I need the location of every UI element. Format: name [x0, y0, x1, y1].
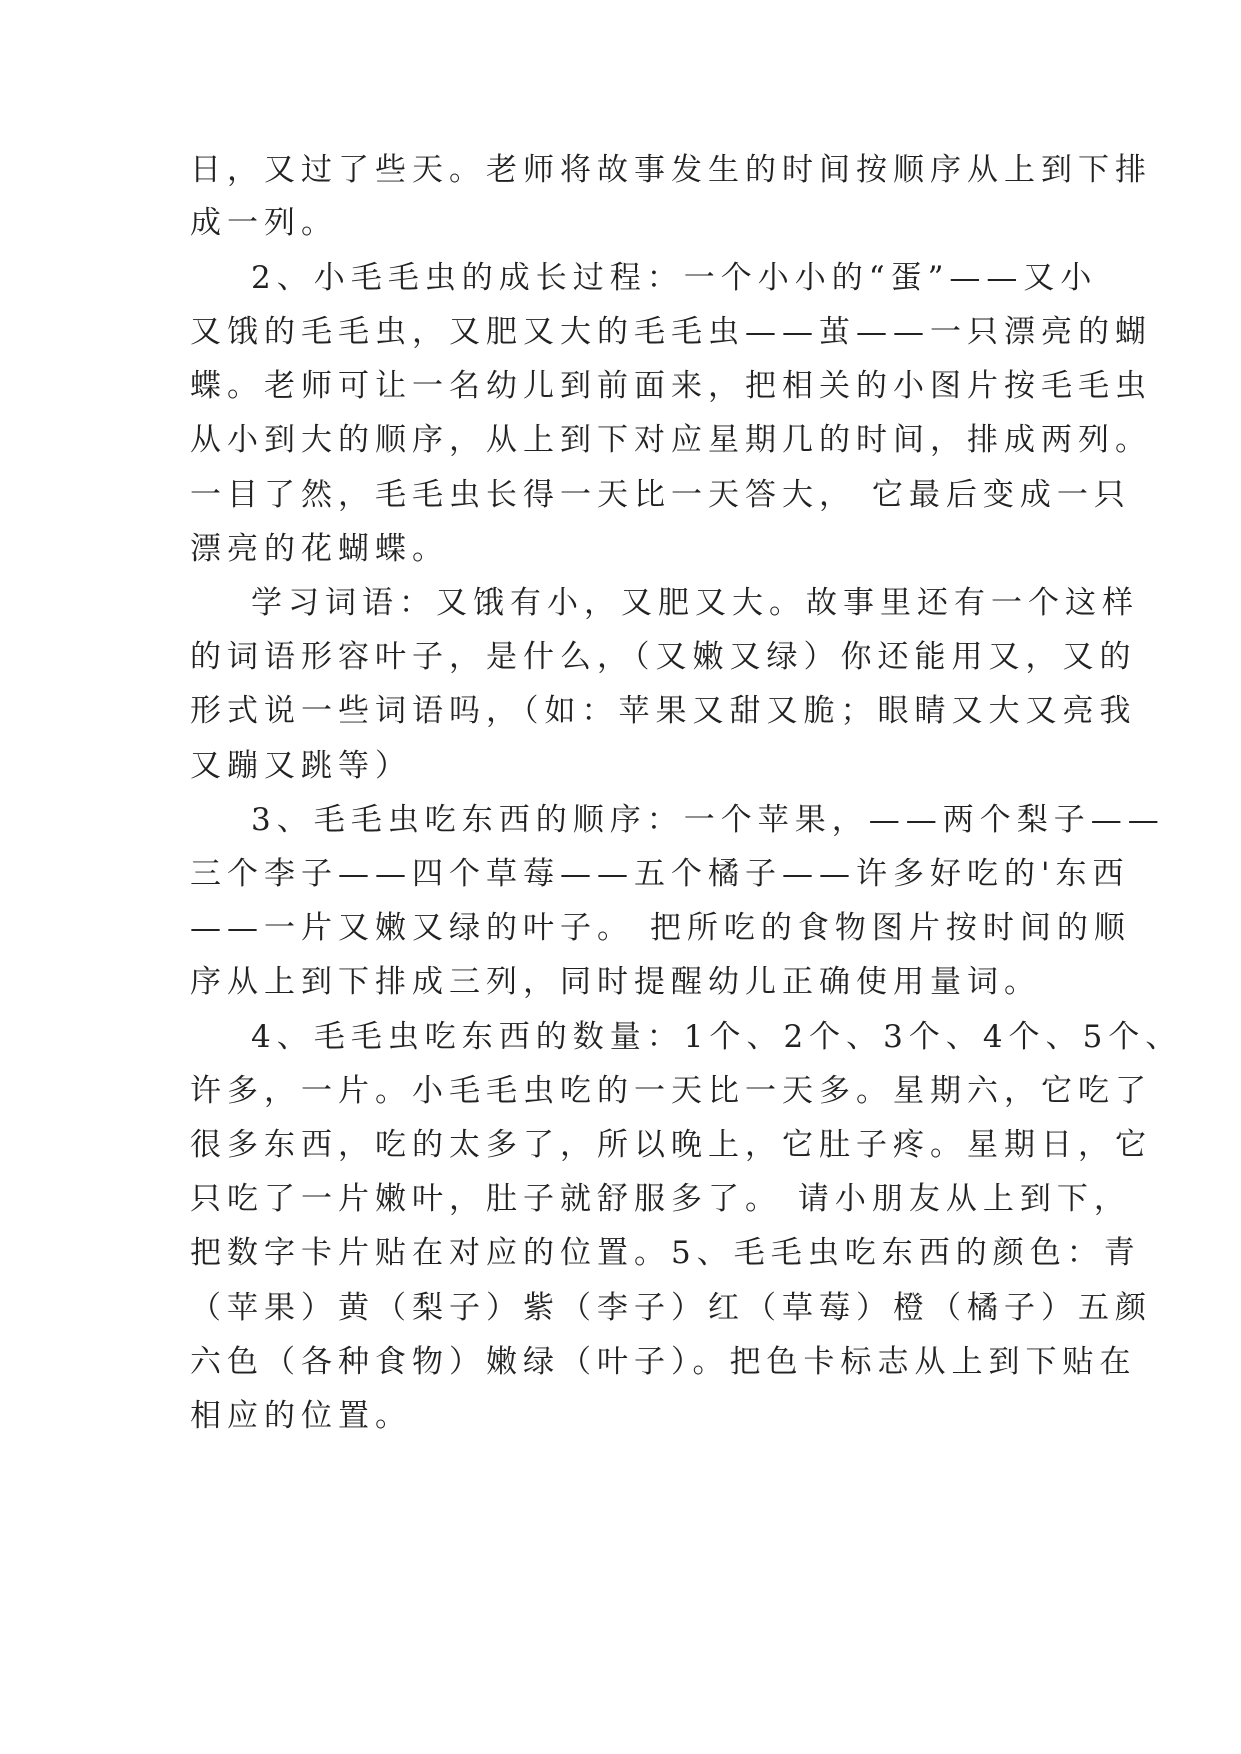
text-line: 序从上到下排成三列，同时提醒幼儿正确使用量词。 — [190, 964, 1041, 1000]
text-line: 把数字卡片贴在对应的位置。5、毛毛虫吃东西的颜色：青 — [190, 1235, 1141, 1271]
text-line: 又蹦又跳等） — [190, 748, 412, 784]
text-line: 又饿的毛毛虫，又肥又大的毛毛虫——茧——一只漂亮的蝴 — [190, 314, 1152, 350]
text-line: 许多，一片。小毛毛虫吃的一天比一天多。星期六，它吃了 — [190, 1073, 1152, 1109]
text-line: 六色（各种食物）嫩绿（叶子）。把色卡标志从上到下贴在 — [190, 1344, 1137, 1380]
text-line: 蝶。老师可让一名幼儿到前面来，把相关的小图片按毛毛虫 — [190, 368, 1152, 404]
text-line: 成一列。 — [190, 205, 338, 241]
text-line: 相应的位置。 — [190, 1398, 412, 1434]
text-line: 日，又过了些天。老师将故事发生的时间按顺序从上到下排 — [190, 152, 1152, 188]
text-line: 从小到大的顺序，从上到下对应星期几的时间，排成两列。 — [190, 422, 1152, 458]
text-line: 只吃了一片嫩叶，肚子就舒服多了。 请小朋友从上到下， — [190, 1181, 1131, 1217]
text-line: 很多东西，吃的太多了，所以晚上，它肚子疼。星期日，它 — [190, 1127, 1152, 1163]
paragraph-start-line: 4、毛毛虫吃东西的数量：1个、2个、3个、4个、5个、 — [251, 1019, 1183, 1055]
text-line: 的词语形容叶子，是什么，（又嫩又绿）你还能用又，又的 — [190, 639, 1137, 675]
paragraph-start-line: 3、毛毛虫吃东西的顺序：一个苹果，——两个梨子—— — [251, 802, 1165, 838]
text-line: 漂亮的花蝴蝶。 — [190, 531, 449, 567]
paragraph-start-line: 2、小毛毛虫的成长过程：一个小小的“蛋”——又小 — [251, 260, 1098, 296]
text-line: 形式说一些词语吗，（如：苹果又甜又脆；眼睛又大又亮我 — [190, 693, 1137, 729]
paragraph-start-line: 学习词语：又饿有小，又肥又大。故事里还有一个这样 — [251, 585, 1139, 621]
text-line: 三个李子——四个草莓——五个橘子——许多好吃的'东西 — [190, 856, 1130, 892]
text-line: （苹果）黄（梨子）紫（李子）红（草莓）橙（橘子）五颜 — [190, 1290, 1152, 1326]
text-line: 一目了然，毛毛虫长得一天比一天答大， 它最后变成一只 — [190, 477, 1131, 513]
text-line: ——一片又嫩又绿的叶子。 把所吃的食物图片按时间的顺 — [190, 910, 1131, 946]
